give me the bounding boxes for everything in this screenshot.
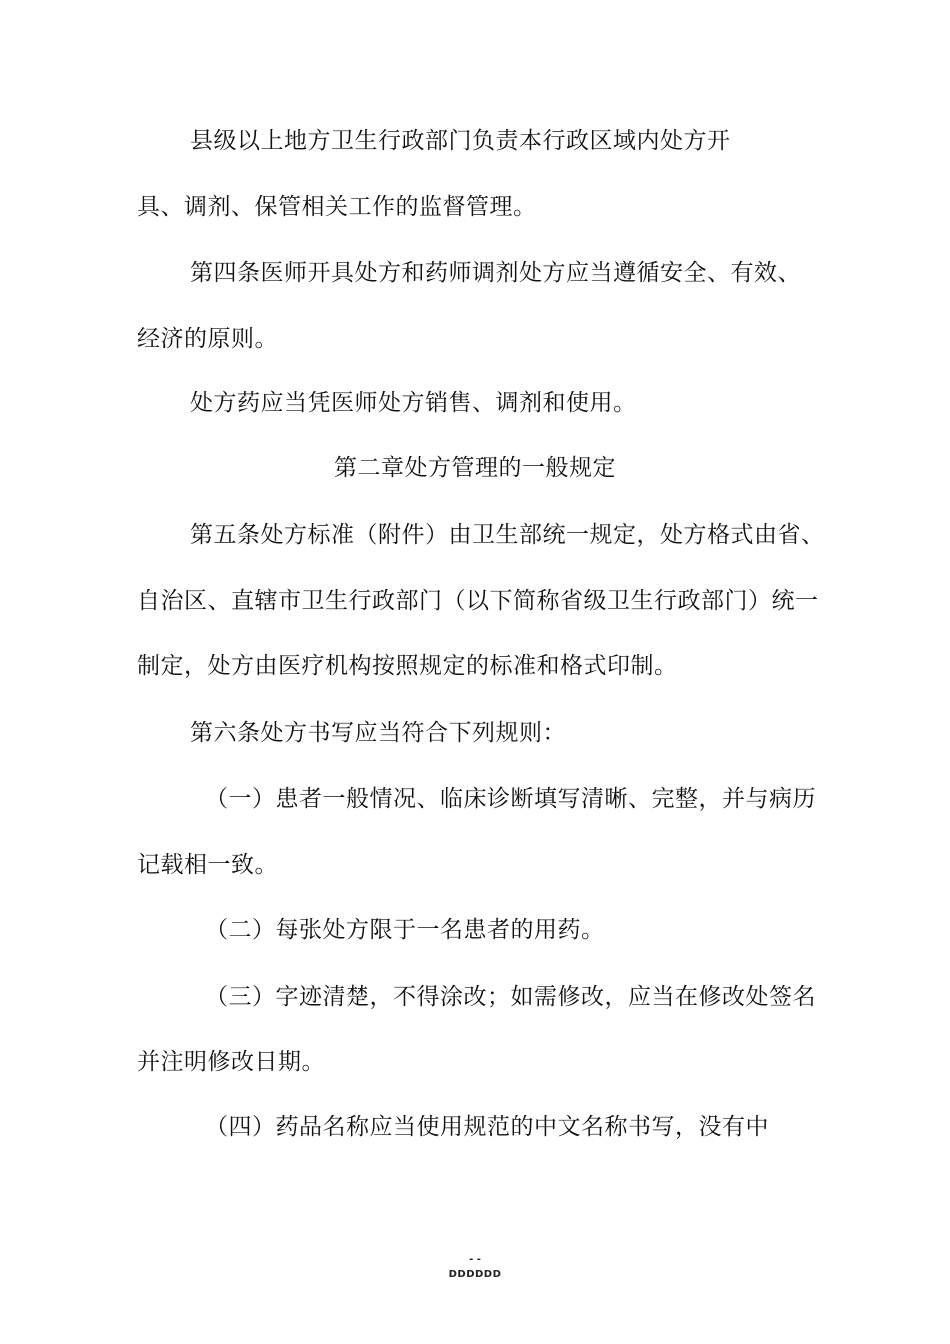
paragraph-line: 第五条处方标准（附件）由卫生部统一规定，处方格式由省、 xyxy=(190,522,825,548)
paragraph-line: 制定，处方由医疗机构按照规定的标准和格式印制。 xyxy=(137,653,678,679)
paragraph-line: 第四条医师开具处方和药师调剂处方应当遵循安全、有效、 xyxy=(190,260,801,286)
paragraph-line: 第六条处方书写应当符合下列规则： xyxy=(190,720,566,746)
list-item-line: （三）字迹清楚，不得涂改；如需修改，应当在修改处签名 xyxy=(205,984,816,1010)
paragraph-line: 自治区、直辖市卫生行政部门（以下简称省级卫生行政部门）统一 xyxy=(137,588,819,614)
list-item-line: 记载相一致。 xyxy=(137,852,278,878)
footer-text: DDDDDD xyxy=(448,1269,502,1280)
paragraph-line: 具、调剂、保管相关工作的监督管理。 xyxy=(137,194,537,220)
paragraph-line: 处方药应当凭医师处方销售、调剂和使用。 xyxy=(190,390,637,416)
paragraph-line: 县级以上地方卫生行政部门负责本行政区域内处方开 xyxy=(190,128,731,154)
list-item-line: （四）药品名称应当使用规范的中文名称书写，没有中 xyxy=(205,1114,769,1140)
list-item-line: 并注明修改日期。 xyxy=(137,1049,325,1075)
list-item-line: （二）每张处方限于一名患者的用药。 xyxy=(205,917,605,943)
footer-dash: - - xyxy=(469,1254,481,1265)
list-item-line: （一）患者一般情况、临床诊断填写清晰、完整，并与病历 xyxy=(205,786,816,812)
chapter-heading: 第二章处方管理的一般规定 xyxy=(334,455,616,481)
paragraph-line: 经济的原则。 xyxy=(137,326,278,352)
